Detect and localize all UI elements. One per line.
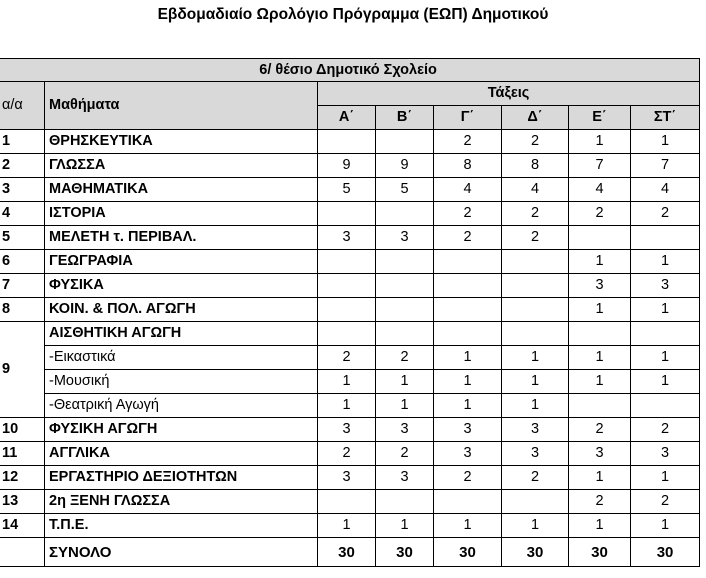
hours-cell: 30	[569, 538, 631, 567]
hours-cell: 2	[376, 346, 434, 370]
col-header-subject: Μαθήματα	[45, 82, 318, 130]
hours-cell	[318, 130, 376, 154]
hours-cell: 30	[376, 538, 434, 567]
subject-name: ΚΟΙΝ. & ΠΟΛ. ΑΓΩΓΗ	[45, 298, 318, 322]
row-index: 10	[0, 418, 45, 442]
subject-name: ΜΑΘΗΜΑΤΙΚΑ	[45, 178, 318, 202]
hours-cell: 30	[631, 538, 700, 567]
hours-cell: 30	[434, 538, 502, 567]
hours-cell	[502, 322, 569, 346]
subject-name: ΓΛΩΣΣΑ	[45, 154, 318, 178]
hours-cell: 1	[569, 130, 631, 154]
subject-name: ΣΥΝΟΛΟ	[45, 538, 318, 567]
hours-cell: 1	[502, 346, 569, 370]
subject-name: ΙΣΤΟΡΙΑ	[45, 202, 318, 226]
hours-cell	[502, 490, 569, 514]
row-index: 11	[0, 442, 45, 466]
hours-cell	[376, 298, 434, 322]
subject-name: ΕΡΓΑΣΤΗΡΙΟ ΔΕΞΙΟΤΗΤΩΝ	[45, 466, 318, 490]
hours-cell: 2	[631, 418, 700, 442]
hours-cell: 30	[318, 538, 376, 567]
row-index: 3	[0, 178, 45, 202]
table-row	[0, 322, 700, 346]
hours-cell: 3	[631, 442, 700, 466]
hours-cell	[318, 298, 376, 322]
hours-cell	[631, 394, 700, 418]
hours-cell: 3	[318, 466, 376, 490]
hours-cell: 1	[569, 370, 631, 394]
hours-cell: 2	[502, 226, 569, 250]
hours-cell: 2	[569, 202, 631, 226]
hours-cell	[376, 322, 434, 346]
hours-cell: 2	[434, 130, 502, 154]
timetable	[0, 58, 700, 567]
table-row	[0, 346, 700, 370]
hours-cell: 1	[631, 346, 700, 370]
hours-cell: 1	[569, 346, 631, 370]
hours-cell: 5	[376, 178, 434, 202]
hours-cell: 1	[569, 250, 631, 274]
row-index: 5	[0, 226, 45, 250]
total-row	[0, 538, 700, 567]
row-index: 6	[0, 250, 45, 274]
hours-cell	[376, 250, 434, 274]
hours-cell: 2	[569, 490, 631, 514]
class-header: Γ΄	[434, 106, 502, 130]
hours-cell	[434, 490, 502, 514]
hours-cell: 7	[569, 154, 631, 178]
hours-cell	[434, 322, 502, 346]
class-header: Α΄	[318, 106, 376, 130]
hours-cell: 2	[376, 442, 434, 466]
hours-cell	[569, 394, 631, 418]
hours-cell: 1	[631, 370, 700, 394]
row-index: 7	[0, 274, 45, 298]
table-row	[0, 466, 700, 490]
table-row	[0, 490, 700, 514]
subject-name: -Μουσική	[45, 370, 318, 394]
subject-name: -Εικαστικά	[45, 346, 318, 370]
hours-cell: 8	[434, 154, 502, 178]
hours-cell: 2	[502, 466, 569, 490]
row-index: 12	[0, 466, 45, 490]
subject-name: Τ.Π.Ε.	[45, 514, 318, 538]
hours-cell: 30	[502, 538, 569, 567]
hours-cell	[318, 274, 376, 298]
hours-cell: 1	[502, 370, 569, 394]
hours-cell	[376, 202, 434, 226]
hours-cell: 5	[318, 178, 376, 202]
subject-name: ΜΕΛΕΤΗ τ. ΠΕΡΙΒΑΛ.	[45, 226, 318, 250]
hours-cell: 3	[502, 442, 569, 466]
hours-cell: 2	[502, 202, 569, 226]
page-title: Εβδομαδιαίο Ωρολόγιο Πρόγραμμα (ΕΩΠ) Δημοτικού	[157, 6, 549, 23]
hours-cell: 1	[631, 514, 700, 538]
hours-cell: 1	[318, 514, 376, 538]
hours-cell: 1	[434, 514, 502, 538]
class-header: Ε΄	[569, 106, 631, 130]
hours-cell	[434, 250, 502, 274]
hours-cell	[434, 298, 502, 322]
hours-cell	[631, 322, 700, 346]
hours-cell	[631, 226, 700, 250]
hours-cell: 2	[434, 226, 502, 250]
hours-cell	[376, 274, 434, 298]
hours-cell: 3	[376, 418, 434, 442]
table-row	[0, 178, 700, 202]
row-index	[0, 538, 45, 567]
row-index: 4	[0, 202, 45, 226]
hours-cell	[318, 250, 376, 274]
row-index: 1	[0, 130, 45, 154]
class-header: Δ΄	[502, 106, 569, 130]
hours-cell	[318, 490, 376, 514]
table-row	[0, 274, 700, 298]
hours-cell: 3	[318, 226, 376, 250]
hours-cell: 1	[318, 370, 376, 394]
hours-cell: 2	[434, 466, 502, 490]
hours-cell: 2	[434, 202, 502, 226]
hours-cell: 2	[318, 442, 376, 466]
table-row	[0, 394, 700, 418]
hours-cell: 1	[631, 250, 700, 274]
subject-name: ΦΥΣΙΚΗ ΑΓΩΓΗ	[45, 418, 318, 442]
hours-cell	[318, 202, 376, 226]
hours-cell: 1	[569, 298, 631, 322]
class-header: ΣΤ΄	[631, 106, 700, 130]
hours-cell: 3	[502, 418, 569, 442]
hours-cell	[376, 490, 434, 514]
hours-cell: 1	[569, 466, 631, 490]
hours-cell	[434, 274, 502, 298]
hours-cell	[569, 226, 631, 250]
subject-name: ΦΥΣΙΚΑ	[45, 274, 318, 298]
hours-cell: 3	[434, 442, 502, 466]
row-index: 13	[0, 490, 45, 514]
hours-cell: 1	[376, 370, 434, 394]
subject-name: ΑΓΓΛΙΚΑ	[45, 442, 318, 466]
hours-cell: 3	[569, 442, 631, 466]
hours-cell: 9	[318, 154, 376, 178]
table-row	[0, 514, 700, 538]
table-row	[0, 298, 700, 322]
hours-cell: 3	[376, 226, 434, 250]
row-index: 9	[0, 322, 45, 418]
table-caption: 6/ θέσιο Δημοτικό Σχολείο	[0, 59, 700, 82]
row-index: 14	[0, 514, 45, 538]
hours-cell: 1	[631, 466, 700, 490]
hours-cell: 1	[376, 394, 434, 418]
table-row	[0, 226, 700, 250]
hours-cell: 4	[569, 178, 631, 202]
hours-cell: 1	[569, 514, 631, 538]
hours-cell: 4	[631, 178, 700, 202]
table-row	[0, 130, 700, 154]
row-index: 2	[0, 154, 45, 178]
subject-name: 2η ΞΕΝΗ ΓΛΩΣΣΑ	[45, 490, 318, 514]
hours-cell	[569, 322, 631, 346]
table-row	[0, 250, 700, 274]
class-header: Β΄	[376, 106, 434, 130]
hours-cell	[502, 274, 569, 298]
table-row	[0, 154, 700, 178]
hours-cell: 4	[502, 178, 569, 202]
table-row	[0, 442, 700, 466]
hours-cell: 1	[631, 130, 700, 154]
hours-cell	[502, 250, 569, 274]
hours-cell: 7	[631, 154, 700, 178]
subject-name: ΓΕΩΓΡΑΦΙΑ	[45, 250, 318, 274]
hours-cell: 1	[434, 370, 502, 394]
hours-cell: 8	[502, 154, 569, 178]
hours-cell: 9	[376, 154, 434, 178]
hours-cell: 1	[434, 394, 502, 418]
subject-name: ΘΡΗΣΚΕΥΤΙΚΑ	[45, 130, 318, 154]
hours-cell: 3	[569, 274, 631, 298]
row-index: 8	[0, 298, 45, 322]
table-row	[0, 202, 700, 226]
hours-cell: 1	[318, 394, 376, 418]
hours-cell: 2	[631, 490, 700, 514]
hours-cell: 3	[631, 274, 700, 298]
hours-cell: 1	[434, 346, 502, 370]
hours-cell: 1	[502, 514, 569, 538]
table-row	[0, 370, 700, 394]
table-row	[0, 418, 700, 442]
col-header-index: α/α	[0, 82, 45, 130]
hours-cell	[376, 130, 434, 154]
hours-cell: 3	[376, 466, 434, 490]
hours-cell: 4	[434, 178, 502, 202]
col-header-classes: Τάξεις	[318, 82, 700, 106]
subject-name: -Θεατρική Αγωγή	[45, 394, 318, 418]
hours-cell: 1	[502, 394, 569, 418]
hours-cell: 2	[502, 130, 569, 154]
hours-cell	[318, 322, 376, 346]
hours-cell: 2	[569, 418, 631, 442]
hours-cell: 3	[318, 418, 376, 442]
hours-cell	[502, 298, 569, 322]
hours-cell: 1	[376, 514, 434, 538]
hours-cell: 2	[318, 346, 376, 370]
hours-cell: 1	[631, 298, 700, 322]
hours-cell: 3	[434, 418, 502, 442]
hours-cell: 2	[631, 202, 700, 226]
subject-name: ΑΙΣΘΗΤΙΚΗ ΑΓΩΓΗ	[45, 322, 318, 346]
